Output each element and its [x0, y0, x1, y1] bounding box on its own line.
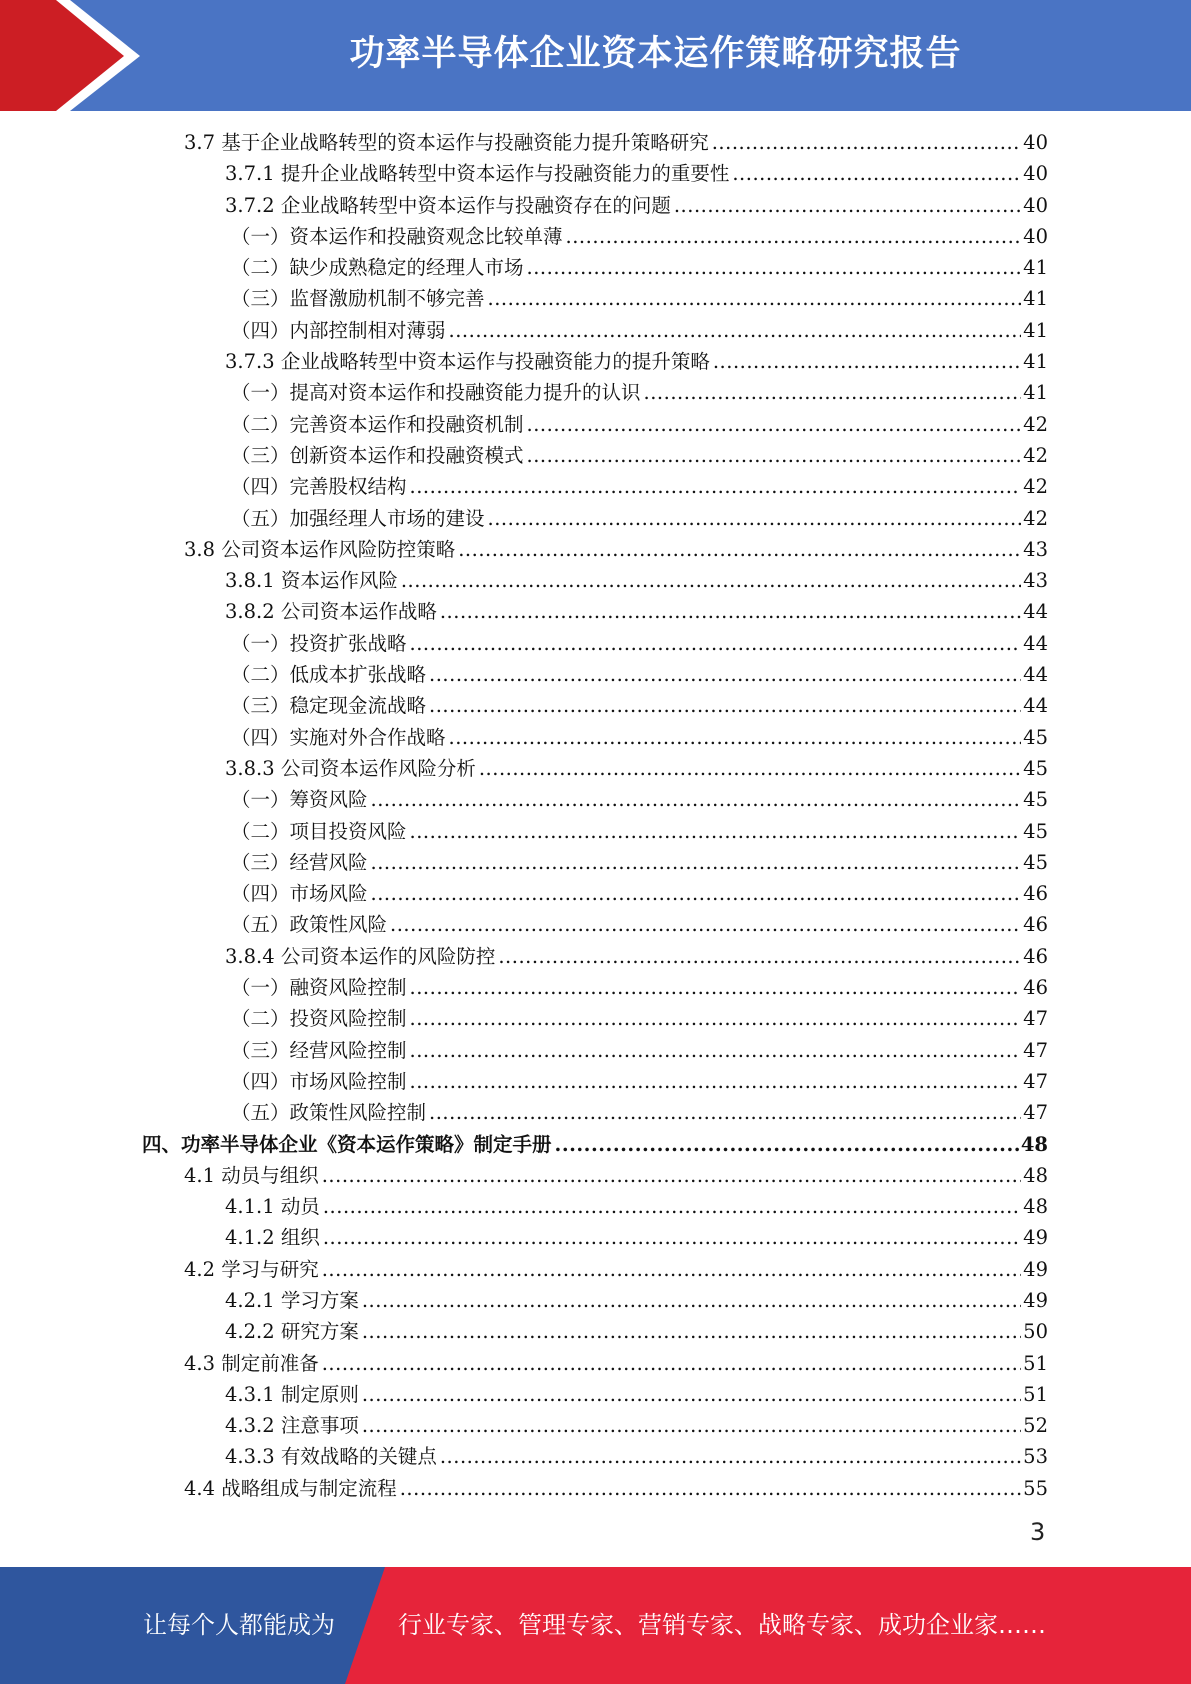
toc-leader-dots [498, 941, 1021, 972]
toc-entry-title: 提升企业战略转型中资本运作与投融资能力的重要性 [280, 162, 730, 186]
toc-entry-title: 低成本扩张战略 [289, 663, 427, 687]
toc-entry-number: （二） [231, 663, 290, 687]
toc-leader-dots [371, 784, 1022, 815]
toc-entry-number: （一） [231, 381, 290, 405]
toc-entry-title: 公司资本运作风险分析 [280, 756, 476, 780]
toc-entry-number: 3.7 [184, 131, 216, 154]
toc-leader-dots [322, 1160, 1021, 1191]
toc-entry-title: 动员 [280, 1195, 320, 1219]
toc-entry-title: 提高对资本运作和投融资能力提升的认识 [289, 381, 641, 405]
toc-entry[interactable] [0, 878, 1191, 909]
toc-entry-number: （二） [231, 819, 290, 843]
toc-entry-title: 完善资本运作和投融资机制 [289, 412, 524, 436]
toc-entry-title: 研究方案 [280, 1320, 359, 1344]
page-number: 3 [1030, 1518, 1046, 1546]
toc-entry-title: 学习方案 [280, 1288, 359, 1312]
toc-entry-title: 市场风险控制 [289, 1069, 407, 1093]
toc-entry-page: 49 [1023, 1288, 1048, 1312]
toc-entry[interactable] [0, 565, 1191, 596]
toc-entry[interactable] [0, 471, 1191, 502]
toc-entry-page: 42 [1023, 506, 1048, 530]
toc-entry-title: 完善股权结构 [289, 475, 407, 499]
toc-entry-number: （三） [231, 1038, 290, 1062]
toc-entry-title: 制定原则 [280, 1382, 359, 1406]
toc-entry[interactable] [0, 1129, 1191, 1160]
toc-entry[interactable] [0, 283, 1191, 314]
toc-entry-number: （四） [231, 1069, 290, 1093]
toc-leader-dots [362, 1285, 1021, 1316]
toc-entry[interactable] [0, 503, 1191, 534]
toc-entry-page: 49 [1023, 1226, 1048, 1250]
toc-entry-number: 4.1 [184, 1163, 216, 1187]
toc-entry-title: 市场风险 [289, 882, 368, 906]
toc-entry-title: 投资扩张战略 [289, 631, 407, 655]
toc-entry-page: 47 [1023, 1007, 1048, 1031]
toc-entry[interactable] [0, 1191, 1191, 1222]
toc-entry-title: 投资风险控制 [289, 1007, 407, 1031]
toc-leader-dots [674, 190, 1021, 221]
toc-entry-title: 经营风险 [289, 850, 368, 874]
footer-slogan-right: 行业专家、管理专家、营销专家、战略专家、成功企业家…… [398, 1611, 1046, 1639]
page-footer [0, 1567, 1191, 1684]
toc-entry-number: （一） [231, 976, 290, 1000]
toc-leader-dots [371, 878, 1022, 909]
toc-leader-dots [362, 1316, 1021, 1347]
toc-entry-page: 42 [1023, 412, 1048, 436]
toc-leader-dots [713, 346, 1021, 377]
table-of-contents [0, 127, 1191, 1504]
toc-entry[interactable] [0, 190, 1191, 221]
toc-entry[interactable] [0, 909, 1191, 940]
toc-entry-number: 4.2.1 [225, 1288, 275, 1312]
toc-leader-dots [429, 659, 1021, 690]
toc-entry-number: （五） [231, 506, 290, 530]
toc-entry[interactable] [0, 440, 1191, 471]
toc-entry-number: （二） [231, 1007, 290, 1031]
toc-entry-title: 功率半导体企业《资本运作策略》制定手册 [181, 1132, 552, 1156]
toc-entry[interactable] [0, 252, 1191, 283]
toc-entry-page: 53 [1023, 1445, 1048, 1469]
toc-leader-dots [644, 377, 1022, 408]
toc-entry-page: 42 [1023, 443, 1048, 467]
toc-entry[interactable] [0, 534, 1191, 565]
toc-entry-page: 51 [1023, 1351, 1048, 1375]
toc-entry-page: 52 [1023, 1414, 1048, 1438]
toc-leader-dots [712, 127, 1021, 158]
toc-entry-number: （三） [231, 694, 290, 718]
toc-leader-dots [322, 1254, 1021, 1285]
toc-entry[interactable] [0, 972, 1191, 1003]
toc-entry[interactable] [0, 1160, 1191, 1191]
toc-entry[interactable] [0, 1473, 1191, 1504]
toc-entry-number: （一） [231, 631, 290, 655]
toc-entry-page: 49 [1023, 1257, 1048, 1281]
toc-leader-dots [429, 1097, 1021, 1128]
toc-entry-page: 47 [1023, 1101, 1048, 1125]
footer-slogan-left: 让每个人都能成为 [143, 1611, 335, 1639]
toc-entry-title: 公司资本运作战略 [280, 600, 437, 624]
toc-entry-page: 45 [1023, 788, 1048, 812]
toc-entry-number: （四） [231, 475, 290, 499]
toc-entry-title: 组织 [280, 1226, 320, 1250]
toc-entry-page: 40 [1023, 224, 1048, 248]
toc-entry-title: 实施对外合作战略 [289, 725, 446, 749]
toc-entry-number: 四、 [142, 1132, 182, 1156]
toc-entry[interactable] [0, 596, 1191, 627]
toc-entry-page: 45 [1023, 850, 1048, 874]
toc-entry[interactable] [0, 1097, 1191, 1128]
toc-entry[interactable] [0, 784, 1191, 815]
toc-entry-number: 4.3 [184, 1351, 216, 1375]
toc-entry-page: 41 [1023, 381, 1048, 405]
toc-entry-number: （五） [231, 913, 290, 937]
toc-entry-page: 46 [1023, 882, 1048, 906]
toc-entry-page: 51 [1023, 1382, 1048, 1406]
toc-entry-number: （三） [231, 850, 290, 874]
toc-entry-title: 基于企业战略转型的资本运作与投融资能力提升策略研究 [221, 131, 709, 154]
toc-leader-dots [401, 565, 1021, 596]
toc-entry[interactable] [0, 1066, 1191, 1097]
toc-entry-number: 4.1.1 [225, 1195, 275, 1219]
toc-entry-page: 40 [1023, 162, 1048, 186]
toc-entry[interactable] [0, 158, 1191, 189]
toc-entry-number: （四） [231, 318, 290, 342]
toc-entry-page: 45 [1023, 756, 1048, 780]
toc-entry-title: 公司资本运作的风险防控 [280, 944, 496, 968]
toc-entry[interactable] [0, 816, 1191, 847]
toc-entry-page: 43 [1023, 569, 1048, 593]
toc-entry-number: 3.8 [184, 537, 216, 561]
toc-entry-number: （二） [231, 412, 290, 436]
toc-entry-title: 稳定现金流战略 [289, 694, 427, 718]
toc-entry-page: 47 [1023, 1038, 1048, 1062]
toc-entry-title: 有效战略的关键点 [280, 1445, 437, 1469]
toc-entry-title: 融资风险控制 [289, 976, 407, 1000]
toc-entry-page: 40 [1023, 131, 1048, 154]
toc-leader-dots [362, 1379, 1021, 1410]
toc-entry-page: 42 [1023, 475, 1048, 499]
toc-entry-page: 45 [1023, 819, 1048, 843]
toc-entry-page: 50 [1023, 1320, 1048, 1344]
toc-entry-page: 44 [1023, 631, 1048, 655]
toc-entry-page: 48 [1020, 1132, 1048, 1156]
toc-entry[interactable] [0, 1003, 1191, 1034]
toc-entry[interactable] [0, 127, 1191, 158]
toc-entry[interactable] [0, 315, 1191, 346]
toc-entry-title: 公司资本运作风险防控策略 [221, 537, 456, 561]
toc-entry-number: 3.8.3 [225, 756, 275, 780]
toc-leader-dots [400, 1473, 1021, 1504]
toc-entry-number: 4.2 [184, 1257, 216, 1281]
toc-entry-page: 46 [1023, 944, 1048, 968]
toc-entry-page: 44 [1023, 663, 1048, 687]
toc-entry-title: 企业战略转型中资本运作与投融资能力的提升策略 [280, 350, 710, 374]
toc-entry-number: 4.4 [184, 1476, 216, 1500]
toc-entry-page: 46 [1023, 976, 1048, 1000]
toc-leader-dots [390, 909, 1021, 940]
toc-entry-page: 46 [1023, 913, 1048, 937]
toc-entry-title: 政策性风险控制 [289, 1101, 427, 1125]
toc-entry[interactable] [0, 346, 1191, 377]
toc-leader-dots [449, 722, 1022, 753]
toc-entry-number: （五） [231, 1101, 290, 1125]
toc-entry[interactable] [0, 1441, 1191, 1472]
toc-entry-title: 缺少成熟稳定的经理人市场 [289, 256, 524, 280]
toc-leader-dots [362, 1410, 1021, 1441]
toc-leader-dots [410, 1003, 1022, 1034]
toc-entry[interactable] [0, 377, 1191, 408]
toc-entry-page: 41 [1023, 318, 1048, 342]
toc-entry[interactable] [0, 1379, 1191, 1410]
toc-entry-number: 3.7.2 [225, 193, 275, 217]
toc-entry-page: 40 [1023, 193, 1048, 217]
toc-leader-dots [323, 1222, 1021, 1253]
toc-entry[interactable] [0, 847, 1191, 878]
toc-entry-number: 4.3.3 [225, 1445, 275, 1469]
toc-entry[interactable] [0, 690, 1191, 721]
toc-entry-page: 48 [1023, 1163, 1048, 1187]
toc-entry-page: 41 [1023, 350, 1048, 374]
toc-entry-page: 41 [1023, 287, 1048, 311]
toc-entry[interactable] [0, 1410, 1191, 1441]
toc-leader-dots [449, 315, 1022, 346]
toc-leader-dots [566, 221, 1022, 252]
toc-entry-title: 动员与组织 [221, 1163, 319, 1187]
toc-entry-title: 资本运作风险 [280, 569, 398, 593]
toc-entry-number: （二） [231, 256, 290, 280]
toc-entry[interactable] [0, 941, 1191, 972]
toc-leader-dots [410, 628, 1022, 659]
toc-leader-dots [458, 534, 1021, 565]
toc-entry[interactable] [0, 221, 1191, 252]
toc-entry[interactable] [0, 1316, 1191, 1347]
toc-leader-dots [732, 158, 1021, 189]
toc-entry[interactable] [0, 722, 1191, 753]
toc-entry-page: 44 [1023, 694, 1048, 718]
toc-entry[interactable] [0, 1348, 1191, 1379]
toc-entry-number: 4.3.2 [225, 1414, 275, 1438]
toc-entry-number: 4.3.1 [225, 1382, 275, 1406]
toc-leader-dots [410, 1066, 1022, 1097]
toc-leader-dots [410, 972, 1022, 1003]
toc-leader-dots [479, 753, 1021, 784]
toc-leader-dots [527, 409, 1022, 440]
toc-entry-title: 资本运作和投融资观念比较单薄 [289, 224, 563, 248]
toc-entry-title: 监督激励机制不够完善 [289, 287, 485, 311]
document-title: 功率半导体企业资本运作策略研究报告 [349, 34, 962, 74]
toc-leader-dots [410, 471, 1022, 502]
toc-leader-dots [527, 440, 1022, 471]
toc-entry-number: 3.8.4 [225, 944, 275, 968]
toc-entry-title: 经营风险控制 [289, 1038, 407, 1062]
toc-entry-title: 项目投资风险 [289, 819, 407, 843]
toc-entry[interactable] [0, 1222, 1191, 1253]
toc-leader-dots [323, 1191, 1021, 1222]
toc-entry-number: （一） [231, 788, 290, 812]
toc-leader-dots [488, 503, 1022, 534]
toc-entry-page: 55 [1023, 1476, 1048, 1500]
toc-entry-number: 3.7.1 [225, 162, 275, 186]
toc-leader-dots [555, 1129, 1019, 1160]
toc-entry-title: 注意事项 [280, 1414, 359, 1438]
toc-entry-title: 筹资风险 [289, 788, 368, 812]
toc-entry-title: 学习与研究 [221, 1257, 319, 1281]
toc-entry-number: （三） [231, 443, 290, 467]
toc-leader-dots [429, 690, 1021, 721]
toc-entry-page: 44 [1023, 600, 1048, 624]
toc-entry-page: 47 [1023, 1069, 1048, 1093]
toc-entry-title: 企业战略转型中资本运作与投融资存在的问题 [280, 193, 671, 217]
toc-entry[interactable] [0, 753, 1191, 784]
toc-entry-title: 战略组成与制定流程 [221, 1476, 397, 1500]
page-header [0, 0, 1191, 111]
toc-entry-title: 制定前准备 [221, 1351, 319, 1375]
toc-entry-number: 4.2.2 [225, 1320, 275, 1344]
toc-entry[interactable] [0, 628, 1191, 659]
toc-leader-dots [322, 1348, 1021, 1379]
toc-leader-dots [440, 1441, 1021, 1472]
toc-entry-number: 3.7.3 [225, 350, 275, 374]
toc-entry-number: （四） [231, 725, 290, 749]
toc-leader-dots [410, 1035, 1022, 1066]
toc-entry-page: 45 [1023, 725, 1048, 749]
toc-leader-dots [527, 252, 1022, 283]
toc-entry-number: 3.8.1 [225, 569, 275, 593]
toc-entry-page: 43 [1023, 537, 1048, 561]
toc-entry-title: 创新资本运作和投融资模式 [289, 443, 524, 467]
toc-leader-dots [440, 596, 1021, 627]
toc-entry[interactable] [0, 659, 1191, 690]
toc-entry[interactable] [0, 1035, 1191, 1066]
toc-entry-number: 4.1.2 [225, 1226, 275, 1250]
toc-entry-number: （一） [231, 224, 290, 248]
toc-leader-dots [488, 283, 1022, 314]
toc-entry[interactable] [0, 1254, 1191, 1285]
toc-entry-page: 48 [1023, 1195, 1048, 1219]
toc-entry[interactable] [0, 409, 1191, 440]
toc-entry-page: 41 [1023, 256, 1048, 280]
toc-entry-number: 3.8.2 [225, 600, 275, 624]
toc-entry-number: （四） [231, 882, 290, 906]
toc-leader-dots [410, 816, 1022, 847]
toc-entry-title: 政策性风险 [289, 913, 388, 937]
toc-entry-title: 内部控制相对薄弱 [289, 318, 446, 342]
toc-entry-title: 加强经理人市场的建设 [289, 506, 485, 530]
toc-entry[interactable] [0, 1285, 1191, 1316]
toc-leader-dots [371, 847, 1022, 878]
toc-entry-number: （三） [231, 287, 290, 311]
